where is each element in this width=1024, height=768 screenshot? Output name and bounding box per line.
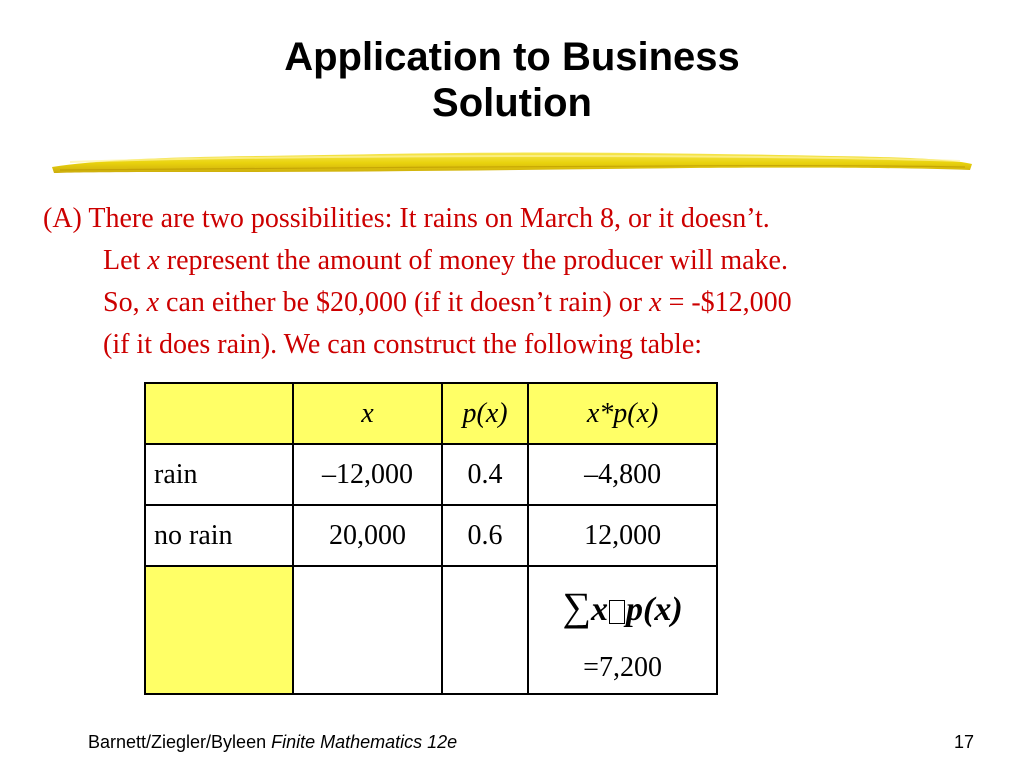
footer-citation <box>88 732 457 753</box>
explanation-line-4: (if it does rain). We can construct the following table: <box>103 329 703 360</box>
table-row <box>145 444 717 505</box>
table-cell <box>293 566 442 694</box>
table-cell: 0.6 <box>442 505 528 566</box>
sum-x: x <box>591 590 608 628</box>
table-cell: rain <box>145 444 293 505</box>
slide-title-line-1: Application to Business <box>284 35 740 79</box>
footer-book-title: Finite Mathematics 12e <box>271 732 458 752</box>
table-cell: –4,800 <box>528 444 717 505</box>
sum-result: =7,200 <box>583 651 662 683</box>
table-cell: 12,000 <box>528 505 717 566</box>
page-number: 17 <box>953 732 974 752</box>
table-cell <box>442 566 528 694</box>
slide-title-line-2: Solution <box>432 81 592 125</box>
table-cell: –12,000 <box>293 444 442 505</box>
sum-px: p(x) <box>626 590 683 628</box>
table-cell: no rain <box>145 505 293 566</box>
explanation-line-3: So, x can either be $20,000 (if it doesn’t rain) or x = -$12,000 <box>103 287 792 318</box>
expected-value-table <box>144 382 718 695</box>
table-header-cell: x*p(x) <box>528 383 717 444</box>
table-sum-row <box>145 566 717 694</box>
explanation-paragraph <box>43 198 963 366</box>
table-header-cell: x <box>293 383 442 444</box>
brush-stroke-divider <box>50 145 974 179</box>
sum-formula <box>537 583 708 630</box>
table-cell: 0.4 <box>442 444 528 505</box>
table-cell: 20,000 <box>293 505 442 566</box>
footer-authors: Barnett/Ziegler/Byleen <box>88 732 272 752</box>
explanation-line-1: (A) There are two possibilities: It rains on March 8, or it doesn’t. <box>43 203 770 234</box>
table-row <box>145 505 717 566</box>
slide-title <box>0 34 1024 126</box>
table-header-cell <box>145 383 293 444</box>
missing-glyph-box <box>609 600 625 624</box>
sum-cell <box>528 566 717 694</box>
table-cell <box>145 566 293 694</box>
explanation-line-2: Let x represent the amount of money the producer will make. <box>103 245 788 276</box>
sigma-symbol: ∑ <box>562 583 591 629</box>
table-header-cell: p(x) <box>442 383 528 444</box>
table-header-row <box>145 383 717 444</box>
